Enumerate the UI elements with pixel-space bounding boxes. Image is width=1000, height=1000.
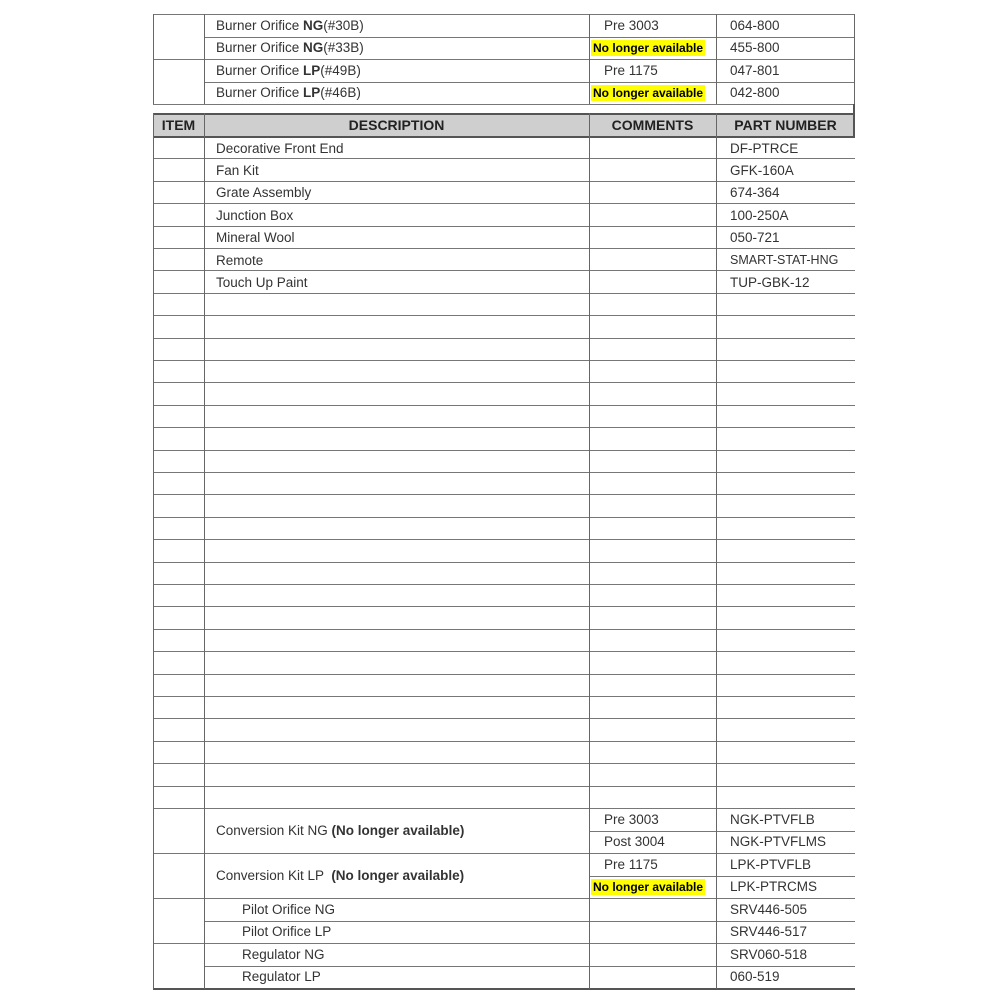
item-cell xyxy=(153,182,204,204)
description-cell: Remote xyxy=(216,252,264,268)
row-divider xyxy=(153,763,855,764)
availability-note: (No longer available) xyxy=(331,868,465,883)
fuel-type: NG xyxy=(303,17,324,33)
part-number-cell: LPK-PTVFLB xyxy=(730,856,812,872)
description-cell: Mineral Wool xyxy=(216,230,295,246)
comment-cell xyxy=(589,204,716,226)
part-number-cell: 100-250A xyxy=(730,207,789,223)
description-text: Conversion Kit LP xyxy=(216,868,332,883)
item-cell xyxy=(153,204,204,226)
orifice-row xyxy=(153,37,855,60)
table-row xyxy=(153,204,855,226)
header-item: ITEM xyxy=(161,117,196,133)
conversion-kit-subrow xyxy=(153,831,855,854)
part-number-cell: 455-800 xyxy=(730,40,780,56)
part-number-cell: NGK-PTVFLB xyxy=(730,811,815,827)
column-divider xyxy=(716,113,717,989)
item-cell xyxy=(153,159,204,181)
sub-part-row xyxy=(153,966,855,989)
row-divider xyxy=(153,382,855,383)
description-cell xyxy=(204,14,589,37)
row-divider xyxy=(153,450,855,451)
row-divider xyxy=(153,472,855,473)
header-comments: COMMENTS xyxy=(611,117,694,133)
description-cell: Decorative Front End xyxy=(216,140,344,156)
description-cell: Fan Kit xyxy=(216,163,259,179)
comment-cell xyxy=(589,808,716,831)
sub-part-row xyxy=(153,898,855,921)
comment-cell xyxy=(589,271,716,293)
description-text: Burner Orifice xyxy=(216,62,304,78)
item-cell xyxy=(153,271,204,293)
comment-cell xyxy=(589,831,716,854)
column-divider xyxy=(716,14,717,104)
part-number-cell: 047-801 xyxy=(730,62,780,78)
comment-cell xyxy=(589,37,716,60)
comment-text: Post 3004 xyxy=(604,834,665,850)
description-text: Burner Orifice xyxy=(216,85,304,101)
row-divider xyxy=(153,718,855,719)
table-header xyxy=(153,114,853,136)
description-cell: Pilot Orifice NG xyxy=(242,901,336,917)
item-cell xyxy=(153,943,204,966)
item-cell xyxy=(153,898,204,921)
column-divider xyxy=(204,14,205,104)
table-row xyxy=(153,159,855,181)
part-number-cell: 064-800 xyxy=(730,17,780,33)
row-divider xyxy=(153,562,855,563)
part-number-cell: SRV060-518 xyxy=(730,946,808,962)
conversion-kit-subrow xyxy=(153,876,855,899)
row-divider xyxy=(204,82,855,83)
comment-cell xyxy=(589,14,716,37)
row-divider xyxy=(153,786,855,787)
header-description: DESCRIPTION xyxy=(348,117,445,133)
row-divider xyxy=(153,248,855,249)
table-row xyxy=(153,249,855,271)
comment-cell xyxy=(589,249,716,271)
row-divider xyxy=(153,584,855,585)
conversion-kit-subrow xyxy=(153,808,855,831)
row-divider xyxy=(589,876,855,877)
row-divider xyxy=(153,113,855,115)
comment-cell xyxy=(589,966,716,989)
description-cell: Junction Box xyxy=(216,207,294,223)
row-divider xyxy=(153,405,855,406)
comment-text: Pre 3003 xyxy=(604,811,659,827)
row-divider xyxy=(153,606,855,607)
part-number-cell: GFK-160A xyxy=(730,163,794,179)
row-divider xyxy=(153,293,855,294)
part-number-cell: 674-364 xyxy=(730,185,780,201)
row-divider xyxy=(204,37,855,38)
row-divider xyxy=(153,315,855,316)
row-divider xyxy=(153,226,855,227)
column-divider xyxy=(153,14,154,104)
row-divider xyxy=(153,59,855,60)
item-cell xyxy=(153,966,204,989)
row-divider xyxy=(153,517,855,518)
column-divider xyxy=(854,14,855,104)
availability-note: (No longer available) xyxy=(331,823,465,838)
orifice-size: (#33B) xyxy=(323,40,364,56)
row-divider xyxy=(153,158,855,159)
comment-text: Pre 1175 xyxy=(604,62,658,78)
comment-cell xyxy=(589,82,716,105)
orifice-row xyxy=(153,14,855,37)
orifice-size: (#46B) xyxy=(320,85,361,101)
part-number-cell: DF-PTRCE xyxy=(730,140,799,156)
comment-cell xyxy=(589,159,716,181)
row-divider xyxy=(589,831,855,832)
row-divider xyxy=(153,14,855,15)
orifice-size: (#30B) xyxy=(323,17,364,33)
comment-cell xyxy=(589,921,716,944)
row-divider xyxy=(153,270,855,271)
description-cell: Touch Up Paint xyxy=(216,275,308,291)
item-cell xyxy=(153,137,204,159)
row-divider xyxy=(153,494,855,495)
fuel-type: LP xyxy=(303,85,321,101)
comment-text: Pre 3003 xyxy=(604,17,659,33)
orifice-size: (#49B) xyxy=(320,62,361,78)
row-divider xyxy=(153,741,855,742)
item-cell xyxy=(153,249,204,271)
row-divider xyxy=(153,674,855,675)
part-number-cell: SMART-STAT-HNG xyxy=(730,253,839,268)
item-cell xyxy=(153,921,204,944)
item-cell xyxy=(153,227,204,249)
column-divider xyxy=(153,113,154,989)
comment-cell xyxy=(589,227,716,249)
description-cell xyxy=(204,37,589,60)
description-text: Conversion Kit NG xyxy=(216,823,332,838)
sub-part-row xyxy=(153,943,855,966)
table-row xyxy=(153,182,855,204)
row-divider xyxy=(153,427,855,428)
description-cell xyxy=(204,59,589,82)
description-text: Burner Orifice xyxy=(216,40,304,56)
row-divider xyxy=(153,539,855,540)
part-number-cell: 042-800 xyxy=(730,85,780,101)
part-number-cell: LPK-PTRCMS xyxy=(730,879,818,895)
description-cell: Regulator NG xyxy=(242,946,325,962)
row-divider xyxy=(153,203,855,204)
availability-badge: No longer available xyxy=(593,879,704,894)
comment-cell xyxy=(589,182,716,204)
description-cell xyxy=(204,82,589,105)
availability-badge: No longer available xyxy=(593,40,704,55)
table-row xyxy=(153,271,855,293)
comment-cell xyxy=(589,876,716,899)
comment-cell xyxy=(589,853,716,876)
description-cell: Pilot Orifice LP xyxy=(242,924,332,940)
comment-cell xyxy=(589,59,716,82)
column-divider xyxy=(853,104,855,136)
fuel-type: LP xyxy=(303,62,321,78)
availability-badge: No longer available xyxy=(593,85,704,100)
row-divider xyxy=(153,696,855,697)
fuel-type: NG xyxy=(303,40,324,56)
column-divider xyxy=(589,113,590,989)
row-divider xyxy=(153,181,855,182)
description-text: Burner Orifice xyxy=(216,17,304,33)
orifice-row xyxy=(153,59,855,82)
part-number-cell: 060-519 xyxy=(730,969,780,985)
row-divider xyxy=(153,360,855,361)
description-cell: Regulator LP xyxy=(242,969,321,985)
part-number-cell: TUP-GBK-12 xyxy=(730,275,810,291)
row-divider xyxy=(153,629,855,630)
table-row xyxy=(153,137,855,159)
comment-cell xyxy=(589,137,716,159)
orifice-row xyxy=(153,82,855,105)
sub-part-row xyxy=(153,921,855,944)
table-row xyxy=(153,227,855,249)
row-divider xyxy=(153,988,855,990)
comment-text: Pre 1175 xyxy=(604,856,658,872)
comment-cell xyxy=(589,898,716,921)
part-number-cell: SRV446-517 xyxy=(730,924,808,940)
row-divider xyxy=(153,338,855,339)
part-number-cell: NGK-PTVFLMS xyxy=(730,834,827,850)
column-divider xyxy=(204,113,205,989)
row-divider xyxy=(153,104,855,105)
comment-cell xyxy=(589,943,716,966)
column-divider xyxy=(589,14,590,104)
conversion-kit-subrow xyxy=(153,853,855,876)
part-number-cell: 050-721 xyxy=(730,230,780,246)
header-part-number: PART NUMBER xyxy=(734,117,837,133)
row-divider xyxy=(153,651,855,652)
part-number-cell: SRV446-505 xyxy=(730,901,808,917)
description-cell: Grate Assembly xyxy=(216,185,312,201)
